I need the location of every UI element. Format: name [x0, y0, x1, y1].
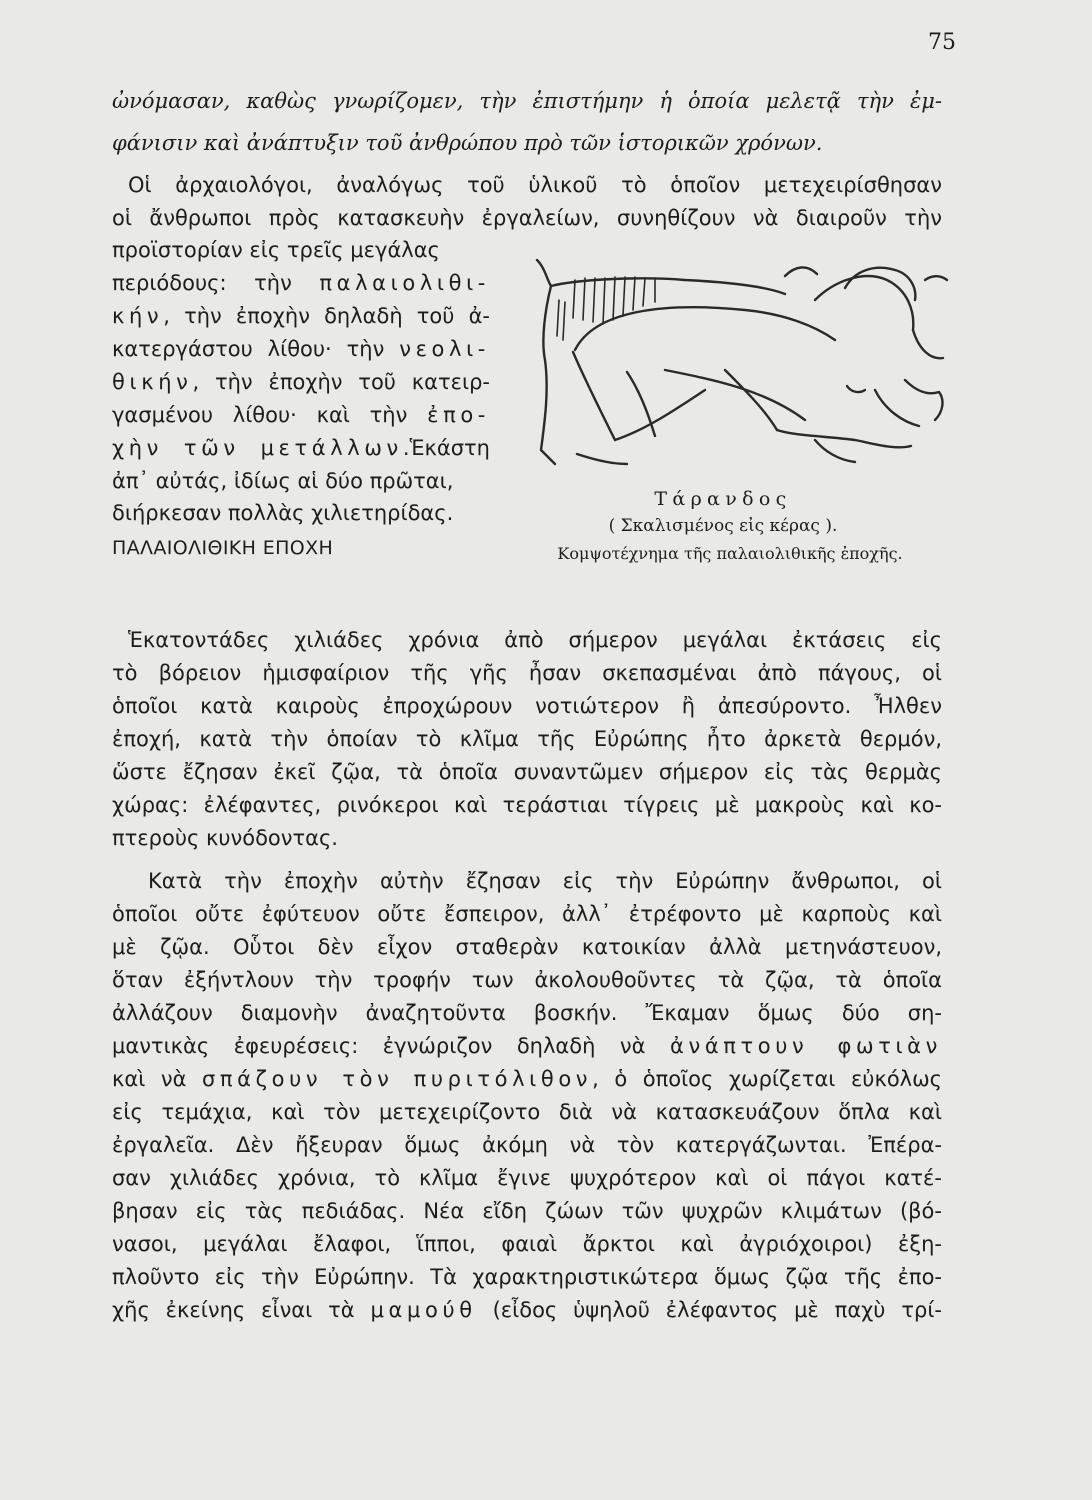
text-run: μαντικὰς ἐφευρέσεις: ἐγνώριζον δηλαδὴ νὰ — [112, 1034, 670, 1058]
periods-line-1: Οἱ ἀρχαιολόγοι, ἀναλόγως τοῦ ὑλικοῦ τὸ ὁποῖον μετεχειρίσθησαν — [128, 173, 942, 197]
periods-line-2: οἱ ἄνθρωποι πρὸς κατασκευὴν ἐργαλείων, συνηθίζουν νὰ διαιροῦν τὴν — [112, 206, 942, 230]
term-neolithic-end: θικήν — [112, 370, 193, 394]
term-mammoth: μαμούθ — [370, 1298, 477, 1322]
climate-line-2: τὸ βόρειον ἡμισφαίριον τῆς γῆς ἦσαν σκεπασμέναι ἀπὸ πάγους, οἱ — [112, 661, 942, 685]
text-run: , ὁ ὁποῖος χωρίζεται εὐκόλως — [592, 1067, 943, 1091]
term-metal-age-end: χὴν τῶν μετάλλων — [112, 436, 403, 460]
life-line-3: μὲ ζῷα. Οὗτοι δὲν εἶχον σταθερὰν κατοικίαν ἀλλὰ μετηνάστευον, — [112, 935, 942, 959]
text-run: γασμένου λίθου· καὶ τὴν — [112, 403, 428, 427]
figure-caption-era: Κομψοτέχνημα τῆς παλαιολιθικῆς ἐποχῆς. — [557, 544, 903, 563]
term-neolithic: νεολι- — [399, 337, 490, 361]
climate-line-1: Ἑκατοντάδες χιλιάδες χρόνια ἀπὸ σήμερον μεγάλαι ἐκτάσεις εἰς — [128, 628, 942, 652]
climate-line-5: ὥστε ἔζησαν ἐκεῖ ζῷα, τὰ ὁποῖα συναντῶμεν σήμερον εἰς τὰς θερμὰς — [112, 760, 942, 784]
term-flint: σπάζουν τὸν πυριτόλιθον — [201, 1067, 593, 1091]
term-palaeolithic-end: κήν — [112, 304, 164, 328]
periods-line-11: διήρκεσαν πολλὰς χιλιετηρίδας. — [112, 501, 454, 525]
life-line-7 — [112, 1064, 942, 1094]
climate-line-7: πτεροὺς κυνόδοντας. — [112, 826, 338, 850]
text-run: κατεργάστου λίθου· τὴν — [112, 337, 400, 361]
life-line-10: σαν χιλιάδες χρόνια, τὸ κλῖμα ἔγινε ψυχρότερον καὶ οἱ πάγοι κατέ- — [112, 1166, 942, 1190]
intro-line-2: φάνισιν καὶ ἀνάπτυξιν τοῦ ἀνθρώπου πρὸ τῶν ἱστορικῶν χρόνων. — [112, 131, 823, 155]
life-line-1: Κατὰ τὴν ἐποχὴν αὐτὴν ἔζησαν εἰς τὴν Εὐρώπην ἄνθρωποι, οἱ — [148, 869, 942, 893]
life-line-4: ὅταν ἐξήντλουν τὴν τροφήν των ἀκολουθοῦντες τὰ ζῷα, τὰ ὁποῖα — [112, 968, 942, 992]
text-run: (εἶδος ὑψηλοῦ ἐλέφαντος μὲ παχὺ τρί- — [476, 1298, 942, 1322]
life-line-5: ἀλλάζουν διαμονὴν ἀναζητοῦντα βοσκήν. Ἔκαμαν ὅμως δύο ση- — [112, 1001, 942, 1025]
climate-line-3: ὁποῖοι κατὰ καιροὺς ἐπροχώρουν νοτιώτερον ἢ ἀπεσύροντο. Ἦλθεν — [112, 694, 942, 718]
periods-line-3: προϊστορίαν εἰς τρεῖς μεγάλας — [112, 238, 440, 262]
periods-line-6 — [112, 334, 490, 364]
periods-line-8 — [112, 400, 490, 430]
reindeer-outline — [537, 260, 947, 464]
term-metal-age: ἐπο- — [427, 403, 490, 427]
figure-caption-title: Τάρανδος — [654, 488, 792, 510]
text-run: , τὴν ἐποχὴν δηλαδὴ τοῦ ἀ- — [163, 304, 490, 328]
periods-line-5 — [112, 301, 490, 331]
life-line-13: πλοῦντο εἰς τὴν Εὐρώπην. Τὰ χαρακτηριστικώτερα ὅμως ζῷα τῆς ἐπο- — [112, 1265, 942, 1289]
text-run: , τὴν ἐποχὴν τοῦ κατειρ- — [192, 370, 490, 394]
climate-line-4: ἐποχή, κατὰ τὴν ὁποίαν τὸ κλῖμα τῆς Εὐρώπης ἦτο ἀρκετὰ θερμόν, — [112, 727, 942, 751]
section-heading: ΠΑΛΑΙΟΛΙΘΙΚΗ ΕΠΟΧΗ — [112, 537, 334, 559]
text-run: καὶ νὰ — [112, 1067, 202, 1091]
periods-line-9 — [112, 433, 490, 463]
climate-line-6: χώρας: ἐλέφαντες, ρινόκεροι καὶ τεράστιαι τίγρεις μὲ μακροὺς καὶ κο- — [112, 793, 942, 817]
page-number: 75 — [928, 30, 956, 55]
fur-hatching — [557, 277, 655, 340]
periods-line-4 — [112, 268, 490, 298]
text-run: .Ἑκάστη — [402, 436, 490, 460]
text-run: περιόδους: τὴν — [112, 271, 320, 295]
life-line-14 — [112, 1295, 942, 1325]
periods-line-10: ἀπ᾽ αὐτάς, ἰδίως αἱ δύο πρῶται, — [112, 469, 454, 493]
periods-line-7 — [112, 367, 490, 397]
intro-line-1: ὠνόμασαν, καθὼς γνωρίζομεν, τὴν ἐπιστήμην ἡ ὁποία μελετᾷ τὴν ἐμ- — [112, 89, 942, 113]
life-line-8: εἰς τεμάχια, καὶ τὸν μετεχειρίζοντο διὰ νὰ κατασκευάζουν ὅπλα καὶ — [112, 1100, 942, 1124]
life-line-12: νασοι, μεγάλαι ἔλαφοι, ἵπποι, φαιαὶ ἄρκτοι καὶ ἀγριόχοιροι) ἐξη- — [112, 1232, 942, 1256]
life-line-2: ὁποῖοι οὔτε ἐφύτευον οὔτε ἔσπειρον, ἀλλ᾽ ἐτρέφοντο μὲ καρποὺς καὶ — [112, 902, 942, 926]
term-palaeolithic: παλαιολιθι- — [319, 271, 490, 295]
life-line-6 — [112, 1031, 942, 1061]
term-light-fire: ἀνάπτουν φωτιὰν — [670, 1034, 942, 1058]
life-line-11: βησαν εἰς τὰς πεδιάδας. Νέα εἴδη ζώων τῶν ψυχρῶν κλιμάτων (βό- — [112, 1199, 942, 1223]
text-run: χῆς ἐκείνης εἶναι τὰ — [112, 1298, 371, 1322]
life-line-9: ἐργαλεῖα. Δὲν ἤξευραν ὅμως ἀκόμη νὰ τὸν κατεργάζωνται. Ἐπέρα- — [112, 1133, 942, 1157]
reindeer-engraving-figure — [515, 240, 960, 480]
figure-caption-medium: ( Σκαλισμένος εἰς κέρας ). — [608, 516, 838, 536]
